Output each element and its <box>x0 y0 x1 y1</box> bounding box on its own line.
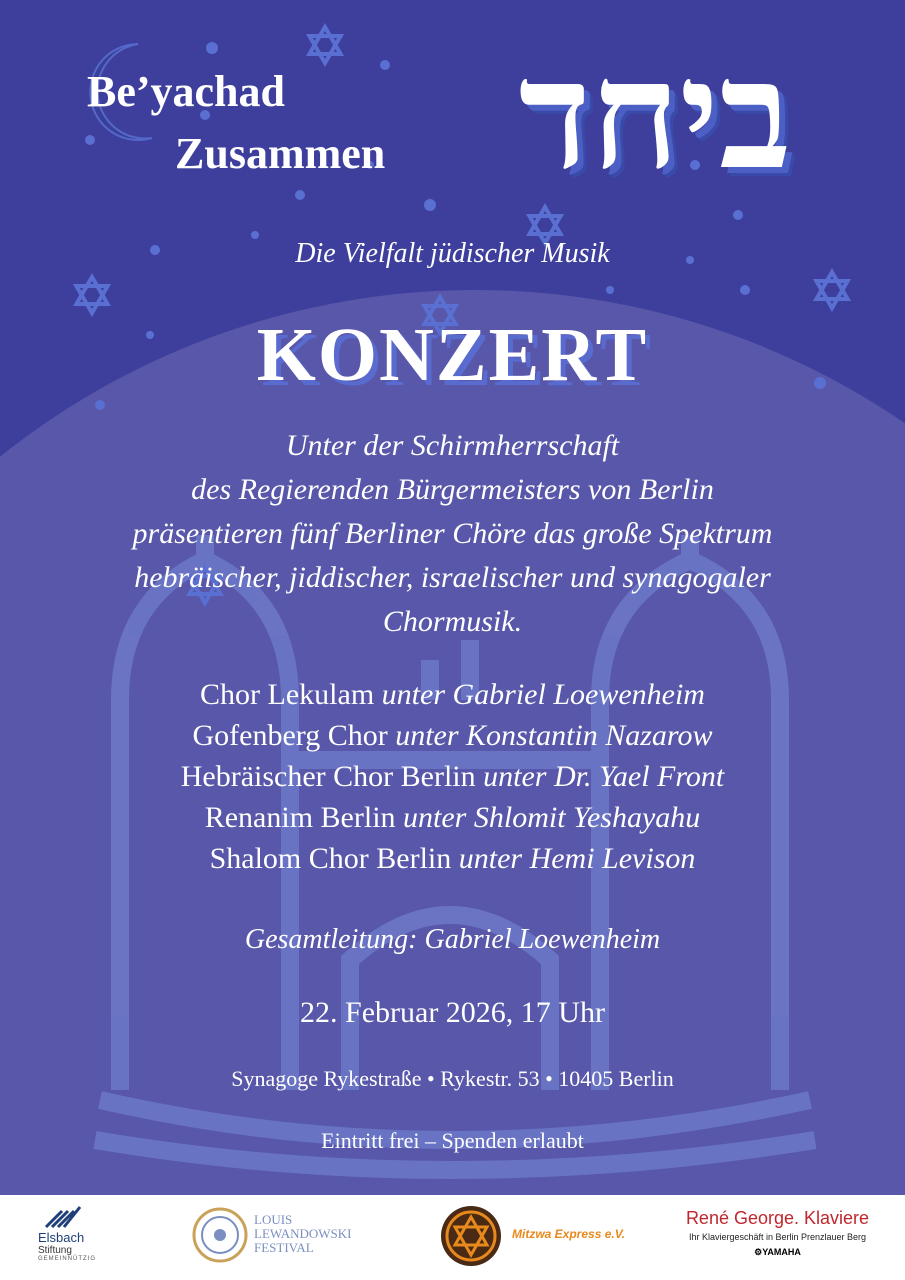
intro-line: präsentieren fünf Berliner Chöre das große Spektrum <box>132 517 773 550</box>
elsbach-name: Elsbach <box>38 1230 85 1245</box>
choir-item <box>0 797 905 838</box>
yamaha-brand <box>655 1245 900 1259</box>
intro-line: hebräischer, jiddischer, israelischer und synagogaler <box>134 561 771 594</box>
choir-item <box>0 715 905 756</box>
elsbach-logo-icon <box>44 1203 84 1231</box>
choir-item <box>0 674 905 715</box>
title-german: Zusammen <box>175 129 386 178</box>
lewandowski-line1: LOUIS <box>254 1212 293 1227</box>
sponsor-mitzwa <box>440 1205 640 1269</box>
choir-name: Hebräischer Chor Berlin <box>180 760 476 793</box>
choir-name: Gofenberg Chor <box>192 719 388 752</box>
choir-item <box>0 838 905 879</box>
mitzwa-name: Mitzwa Express e.V. <box>512 1227 625 1241</box>
concert-heading: KONZERT <box>256 313 649 397</box>
choir-director: unter Gabriel Loewenheim <box>381 678 705 711</box>
choir-name: Shalom Chor Berlin <box>209 842 452 875</box>
entry-info: Eintritt frei – Spenden erlaubt <box>321 1128 584 1153</box>
sponsor-rene-george <box>655 1207 900 1259</box>
sponsor-elsbach <box>38 1203 128 1262</box>
choir-list <box>0 674 905 879</box>
intro-line: des Regierenden Bürgermeisters von Berlin <box>191 473 714 506</box>
yamaha-icon: ⚙ <box>754 1247 763 1257</box>
rene-tagline: Ihr Klaviergeschäft in Berlin Prenzlauer Berg <box>688 1232 867 1242</box>
choir-name: Renanim Berlin <box>204 801 396 834</box>
sponsor-lewandowski <box>192 1207 392 1267</box>
mitzwa-logo-icon <box>440 1205 502 1267</box>
lewandowski-line3: FESTIVAL <box>254 1240 314 1255</box>
event-venue: Synagoge Rykestraße • Rykestr. 53 • 10405 Berlin <box>231 1066 674 1091</box>
yamaha-label: YAMAHA <box>762 1247 801 1257</box>
overall-direction: Gesamtleitung: Gabriel Loewenheim <box>244 924 661 955</box>
lewandowski-logo-icon <box>192 1207 248 1263</box>
lewandowski-line2: LEWANDOWSKI <box>254 1226 352 1241</box>
intro-text <box>0 424 905 644</box>
sponsor-footer <box>0 1195 905 1280</box>
event-date: 22. Februar 2026, 17 Uhr <box>300 996 605 1029</box>
title-english: Be’yachad <box>87 67 285 116</box>
title-hebrew: ביחד <box>518 27 792 203</box>
intro-line: Chormusik. <box>382 605 523 638</box>
choir-director: unter Hemi Levison <box>458 842 696 875</box>
choir-director: unter Dr. Yael Front <box>483 760 725 793</box>
choir-item <box>0 756 905 797</box>
choir-director: unter Konstantin Nazarow <box>395 719 713 752</box>
rene-name: René George. Klaviere <box>685 1208 870 1228</box>
choir-name: Chor Lekulam <box>200 678 375 711</box>
intro-line: Unter der Schirmherrschaft <box>285 429 620 462</box>
elsbach-sub: Stiftung <box>38 1245 72 1256</box>
choir-director: unter Shlomit Yeshayahu <box>403 801 701 834</box>
subtitle: Die Vielfalt jüdischer Musik <box>295 238 610 269</box>
elsbach-tag: GEMEINNÜTZIG <box>38 1256 96 1262</box>
